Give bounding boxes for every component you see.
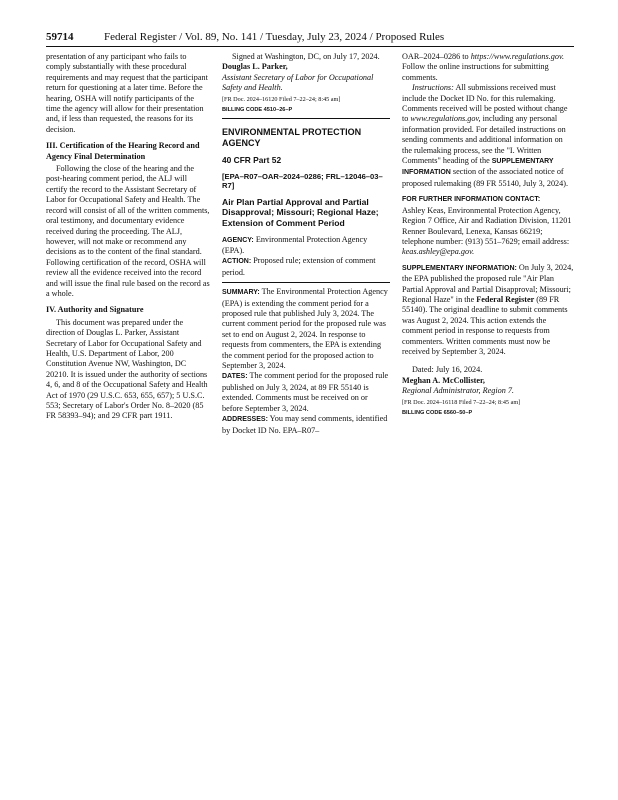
header-rule: [46, 46, 574, 47]
addresses-text-end: Follow the online instructions for submitting comments.: [402, 62, 549, 82]
col1-paragraph-3: This document was prepared under the direction of Douglas L. Parker, Assistant Secretary of Labor for Occupational Safety and Health, U.S. Department of Labor, 200 Constitution Avenue NW, Washington, DC 20210. It is issued under the authority of sections 4, 6, and 8 of the Occupational Safety and Health Act of 1970 (29 U.S.C. 653, 655, 657); 5 U.S.C. 553; Secretary of Labor's Order No. 8–2020 (85 FR 58393–94); and 29 CFR part 1911.: [46, 317, 208, 421]
instructions-text-2: including any personal information provided. For detailed instructions on sending comments and additional information on the rulemaking process, see the "I. Written Comments" heading of the: [402, 114, 566, 166]
instructions-label: Instructions:: [412, 83, 454, 93]
dated-line: Dated: July 16, 2024.: [412, 365, 483, 375]
column-2: [222, 52, 390, 436]
running-header: [46, 30, 574, 44]
summary-text: The Environmental Protection Agency (EPA) is extending the comment period for a proposed rule that published July 3, 2024. The current comment period for the proposed rule was set to end on August 2, 2024. In response to requests from commenters, the EPA is extending the comment period for the proposed action to September 3, 2024.: [222, 287, 388, 371]
instructions-text: All submissions received must include the Docket ID No. for this rulemaking. Comments received will be posted without change to: [402, 83, 568, 124]
supplementary-label: SUPPLEMENTARY INFORMATION:: [402, 264, 517, 272]
agency-label: AGENCY:: [222, 236, 254, 244]
signer-title: Assistant Secretary of Labor for Occupational Safety and Health.: [222, 72, 374, 93]
col1-paragraph-2: Following the close of the hearing and the post-hearing comment period, the ALJ will certify the record to the Assistant Secretary of Labor for Occupational Safety and Health. The record will consist of all of the written comments, oral testimony, and documentary evidence received during the proceeding. The ALJ, however, will not make or recommend any decisions as to the content of the final standard. Following certification of the record, OSHA will review all the evidence received into the record and will issue the final rule based on the record as a whole.: [46, 164, 210, 298]
addresses-label: ADDRESSES:: [222, 416, 268, 424]
supplementary-block: [402, 263, 574, 358]
docket-number: [EPA–R07–OAR–2024–0286; FRL–12046–03–R7]: [222, 171, 383, 191]
fr-doc-line-2: [FR Doc. 2024–16118 Filed 7–22–24; 8:45 am]: [402, 398, 521, 406]
dates-block: [222, 371, 390, 414]
supplementary-text-2: (89 FR 55140). The original deadline to submit comments was August 2, 2024. This action extends the comment period in response to requests from commenters. Written comments must now be received by September 3, 2024.: [402, 294, 568, 356]
cfr-part: 40 CFR Part 52: [222, 154, 282, 165]
addresses-text: You may send comments, identified by Docket ID No. EPA–R07–: [222, 414, 388, 435]
contact-block: [402, 206, 574, 258]
dates-label: DATES:: [222, 373, 248, 381]
summary-label: SUMMARY:: [222, 289, 260, 297]
instructions-text-3: section of the associated notice of proposed rulemaking (89 FR 55140, July 3, 2024).: [402, 167, 569, 188]
summary-block: [222, 287, 390, 371]
rule-title: Air Plan Partial Approval and Partial Disapproval; Missouri; Regional Haze; Extension of Comment Period: [222, 196, 379, 228]
divider: [222, 282, 390, 283]
addresses-continued: [402, 52, 574, 83]
supplementary-ref: SUPPLEMENTARY INFORMATION: [402, 158, 554, 177]
signed-line: Signed at Washington, DC, on July 17, 2024.: [232, 52, 380, 61]
fr-doc-line: [FR Doc. 2024–16120 Filed 7–22–24; 8:45 am]: [222, 95, 341, 103]
section-heading-3: III. Certification of the Hearing Record and Agency Final Determination: [46, 141, 200, 161]
column-1: [46, 52, 210, 422]
divider: [222, 118, 390, 119]
dates-text: The comment period for the proposed rule published on July 3, 2024, at 89 FR 55140 is extended. Comments must be received on or before September 3, 2024.: [222, 371, 389, 413]
agency-name: ENVIRONMENTAL PROTECTION AGENCY: [222, 126, 362, 148]
supplementary-text: On July 3, 2024, the EPA published the proposed rule "Air Plan Partial Approval and Partial Disapproval; Missouri; Regional Haze" in the: [402, 262, 574, 304]
signer-name: Douglas L. Parker,: [222, 62, 288, 72]
billing-code-2: BILLING CODE 6560–50–P: [402, 409, 473, 416]
billing-code: BILLING CODE 4510–26–P: [222, 106, 293, 113]
running-head: Federal Register / Vol. 89, No. 141 / Tuesday, July 23, 2024 / Proposed Rules: [104, 31, 445, 43]
action-label: ACTION:: [222, 258, 252, 266]
contact-label: FOR FURTHER INFORMATION CONTACT:: [402, 196, 541, 204]
section-heading-4: IV. Authority and Signature: [46, 305, 144, 315]
column-3: [402, 52, 574, 417]
contact-text: Ashley Keas, Environmental Protection Agency, Region 7 Office, Air and Radiation Division, 11201 Renner Boulevard, Lenexa, Kansas 66219; telephone number: (913) 551–7629; email address:: [402, 205, 572, 246]
federal-register-ref: Federal Register: [476, 294, 535, 304]
regulations-link[interactable]: https://www.regulations.gov.: [470, 52, 565, 61]
action-block: [222, 256, 390, 278]
page-number: 59714: [46, 31, 74, 43]
contact-email[interactable]: keas.ashley@epa.gov.: [402, 247, 475, 257]
col1-paragraph-1: presentation of any participant who fails to comply substantially with these procedural requirements and may request that the participant return for questioning at a later time. Before the hearing, OSHA will notify participants of the time the agency will allow for their presentation and, if less than requested, the reasons for its decision.: [46, 52, 208, 134]
action-text: Proposed rule; extension of comment period.: [222, 256, 376, 277]
agency-block: [222, 235, 390, 257]
addresses-block: [222, 414, 390, 436]
addresses-text-cont: OAR–2024–0286 to: [402, 52, 471, 61]
signer-name-2: Meghan A. McCollister,: [402, 375, 485, 385]
instructions-block: [402, 83, 574, 189]
agency-text: Environmental Protection Agency (EPA).: [222, 234, 368, 255]
regulations-link-2[interactable]: www.regulations.gov,: [410, 114, 481, 124]
signer-title-2: Regional Administrator, Region 7.: [402, 386, 514, 396]
contact-label-line: [402, 194, 574, 205]
